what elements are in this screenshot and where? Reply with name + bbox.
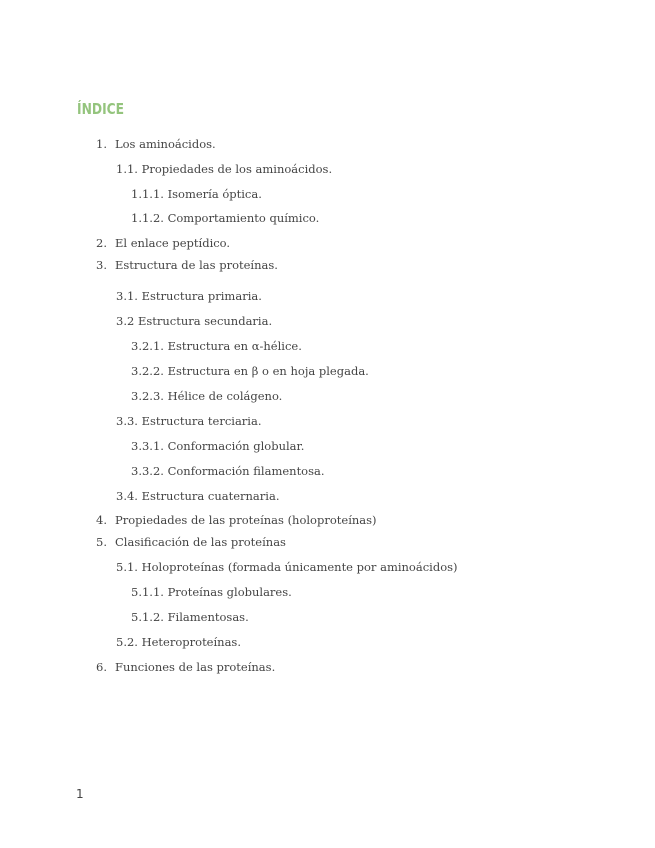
toc-entry-text: 1.1. Propiedades de los aminoácidos.: [116, 162, 333, 176]
toc-title: ÍNDICE: [77, 100, 125, 118]
toc-entry-text: 5.1. Holoproteínas (formada únicamente por aminoácidos): [116, 560, 458, 574]
toc-entry: [116, 314, 272, 328]
toc-entry-text: 1.1.2. Comportamiento químico.: [131, 211, 320, 225]
toc-entry-text: 3.3. Estructura terciaria.: [116, 414, 262, 428]
toc-entry-number: 2.: [96, 236, 107, 250]
toc-entry-text: 3.2.2. Estructura en β o en hoja plegada.: [131, 364, 369, 378]
toc-entry-text: 3.2 Estructura secundaria.: [116, 314, 273, 328]
toc-entry-text: 3.2.3. Hélice de colágeno.: [131, 389, 283, 403]
toc-entry-text: 3.2.1. Estructura en α-hélice.: [131, 339, 302, 353]
toc-entry: [131, 610, 249, 624]
toc-entry-text: Estructura de las proteínas.: [115, 258, 278, 272]
toc-entry: [96, 236, 230, 250]
toc-entry-text: Propiedades de las proteínas (holoproteínas): [115, 513, 377, 527]
toc-entry-text: 5.1.1. Proteínas globulares.: [131, 585, 292, 599]
toc-entry: [116, 560, 458, 574]
toc-entry-text: Los aminoácidos.: [115, 137, 216, 151]
toc-entry-number: 6.: [96, 660, 107, 674]
toc-entry-number: 3.: [96, 258, 107, 272]
toc-entry-text: 5.1.2. Filamentosas.: [131, 610, 249, 624]
toc-entry: [96, 535, 286, 549]
toc-entry-text: El enlace peptídico.: [115, 236, 231, 250]
toc-entry-text: 5.2. Heteroproteínas.: [116, 635, 241, 649]
toc-entry-text: 3.1. Estructura primaria.: [116, 289, 262, 303]
toc-entry: [131, 585, 292, 599]
toc-entry: [116, 414, 262, 428]
toc-entry: [116, 635, 241, 649]
toc-entry-text: 3.3.2. Conformación filamentosa.: [131, 464, 325, 478]
toc-entry: [131, 339, 302, 353]
toc-entry-text: 3.3.1. Conformación globular.: [131, 439, 305, 453]
page-number: 1: [76, 787, 84, 801]
toc-entry-text: 1.1.1. Isomería óptica.: [131, 187, 262, 201]
toc-entry-text: 3.4. Estructura cuaternaria.: [116, 489, 280, 503]
toc-entry-text: Funciones de las proteínas.: [115, 660, 276, 674]
toc-entry: [96, 660, 275, 674]
toc-entry: [96, 513, 377, 527]
toc-entry-text: Clasificación de las proteínas: [115, 535, 286, 549]
toc-entry: [131, 389, 282, 403]
toc-entry-number: 5.: [96, 535, 107, 549]
toc-entry: [131, 364, 369, 378]
toc-entry: [131, 187, 262, 201]
toc-entry: [131, 211, 319, 225]
toc-entry-number: 1.: [96, 137, 107, 151]
toc-entry: [96, 137, 216, 151]
toc-entry: [131, 439, 304, 453]
toc-entry: [116, 289, 262, 303]
toc-entry: [116, 489, 279, 503]
toc-entry-number: 4.: [96, 513, 107, 527]
toc-entry: [96, 258, 278, 272]
toc-entry: [131, 464, 325, 478]
toc-entry: [116, 162, 332, 176]
